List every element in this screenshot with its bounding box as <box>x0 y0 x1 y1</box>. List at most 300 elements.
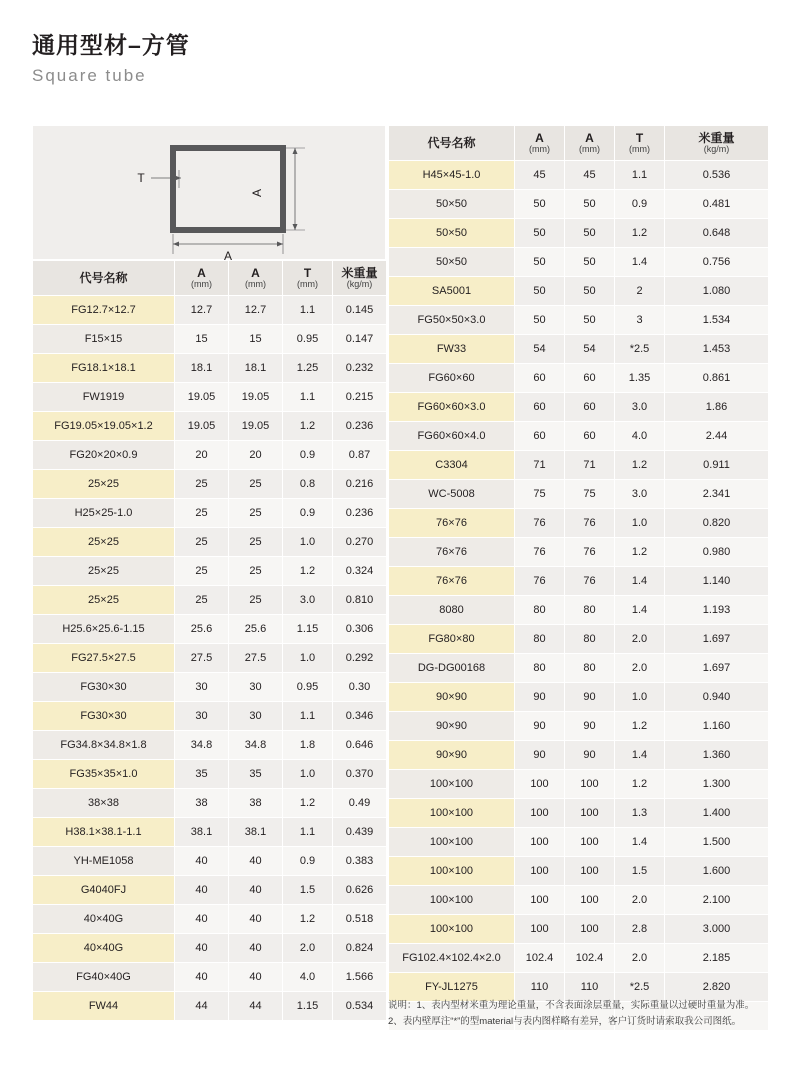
cell-thickness: 0.9 <box>283 847 333 876</box>
cell-name: 40×40G <box>33 934 175 963</box>
cell-a1: 19.05 <box>175 412 229 441</box>
right-table-section <box>388 125 768 1031</box>
cell-a2: 25 <box>229 499 283 528</box>
cell-weight: 3.000 <box>665 915 769 944</box>
cell-thickness: 2 <box>615 277 665 306</box>
page-title-block <box>32 32 190 86</box>
col-header-a2 <box>565 126 615 161</box>
cell-name: FG20×20×0.9 <box>33 441 175 470</box>
cell-thickness: 1.2 <box>283 412 333 441</box>
cell-a2: 80 <box>565 654 615 683</box>
table-row <box>389 248 769 277</box>
cell-name: FG102.4×102.4×2.0 <box>389 944 515 973</box>
cell-a2: 19.05 <box>229 383 283 412</box>
cell-a1: 75 <box>515 480 565 509</box>
cell-name: FW44 <box>33 992 175 1021</box>
table-row <box>389 364 769 393</box>
page-subtitle: Square tube <box>32 65 147 85</box>
diagram-label-a-side: A <box>250 188 264 198</box>
cell-thickness: 1.4 <box>615 596 665 625</box>
table-row <box>389 741 769 770</box>
table-row <box>33 673 387 702</box>
cell-name: FG80×80 <box>389 625 515 654</box>
cell-a1: 50 <box>515 219 565 248</box>
cell-thickness: 2.0 <box>615 886 665 915</box>
cell-weight: 2.100 <box>665 886 769 915</box>
cell-weight: 0.481 <box>665 190 769 219</box>
cell-weight: 0.820 <box>665 509 769 538</box>
table-row <box>389 219 769 248</box>
cell-weight: 0.49 <box>333 789 387 818</box>
cell-name: 25×25 <box>33 470 175 499</box>
col-header-a2-unit: (mm) <box>579 143 600 154</box>
cell-thickness: 2.0 <box>615 654 665 683</box>
cell-a1: 19.05 <box>175 383 229 412</box>
cell-a2: 102.4 <box>565 944 615 973</box>
col-header-t-unit: (mm) <box>297 278 318 289</box>
cell-weight: 0.534 <box>333 992 387 1021</box>
table-row <box>389 422 769 451</box>
cell-name: SA5001 <box>389 277 515 306</box>
col-header-a1-label: A <box>535 130 544 145</box>
cell-a2: 40 <box>229 963 283 992</box>
cell-thickness: 1.2 <box>615 451 665 480</box>
cell-a1: 12.7 <box>175 296 229 325</box>
table-row <box>389 886 769 915</box>
cell-name: 100×100 <box>389 857 515 886</box>
cell-name: FG19.05×19.05×1.2 <box>33 412 175 441</box>
table-row <box>33 470 387 499</box>
cell-weight: 0.232 <box>333 354 387 383</box>
cell-weight: 1.534 <box>665 306 769 335</box>
cell-thickness: 1.2 <box>615 712 665 741</box>
cell-name: FG60×60×3.0 <box>389 393 515 422</box>
cell-name: 76×76 <box>389 509 515 538</box>
cell-a1: 60 <box>515 364 565 393</box>
cell-thickness: 1.4 <box>615 741 665 770</box>
cell-weight: 0.824 <box>333 934 387 963</box>
col-header-weight-unit: (kg/m) <box>346 278 373 289</box>
cell-a2: 25 <box>229 557 283 586</box>
cell-a2: 12.7 <box>229 296 283 325</box>
cell-a1: 100 <box>515 915 565 944</box>
cell-weight: 0.324 <box>333 557 387 586</box>
cell-a2: 25 <box>229 528 283 557</box>
cell-name: H25×25-1.0 <box>33 499 175 528</box>
cell-weight: 0.30 <box>333 673 387 702</box>
col-header-a1-unit: (mm) <box>191 278 212 289</box>
cell-a1: 100 <box>515 770 565 799</box>
cell-thickness: 1.0 <box>615 683 665 712</box>
table-row <box>33 702 387 731</box>
cell-weight: 2.820 <box>665 973 769 1002</box>
cell-name: 50×50 <box>389 219 515 248</box>
cell-a1: 80 <box>515 596 565 625</box>
col-header-name: 代号名称 <box>389 126 515 161</box>
cell-name: 76×76 <box>389 567 515 596</box>
table-row <box>389 480 769 509</box>
cell-weight: 0.536 <box>665 161 769 190</box>
cell-a1: 40 <box>175 847 229 876</box>
cell-a1: 50 <box>515 248 565 277</box>
table-row <box>33 760 387 789</box>
cell-a1: 38 <box>175 789 229 818</box>
cell-a2: 40 <box>229 847 283 876</box>
table-row <box>33 789 387 818</box>
cell-weight: 1.566 <box>333 963 387 992</box>
cell-name: FG30×30 <box>33 702 175 731</box>
cell-a2: 25.6 <box>229 615 283 644</box>
table-row <box>33 876 387 905</box>
cell-a1: 60 <box>515 422 565 451</box>
cell-thickness: 1.3 <box>615 799 665 828</box>
table-row <box>33 528 387 557</box>
cell-weight: 0.306 <box>333 615 387 644</box>
cell-a1: 25 <box>175 470 229 499</box>
cell-weight: 1.697 <box>665 625 769 654</box>
cell-thickness: 1.2 <box>615 538 665 567</box>
cell-a2: 20 <box>229 441 283 470</box>
cell-thickness: 2.0 <box>283 934 333 963</box>
cell-a1: 44 <box>175 992 229 1021</box>
cell-a1: 40 <box>175 934 229 963</box>
cell-a1: 25.6 <box>175 615 229 644</box>
cell-a1: 80 <box>515 654 565 683</box>
cell-name: FW33 <box>389 335 515 364</box>
cell-weight: 0.756 <box>665 248 769 277</box>
cell-a2: 50 <box>565 219 615 248</box>
cell-name: FY-JL1275 <box>389 973 515 1002</box>
cell-a1: 40 <box>175 905 229 934</box>
cell-name: 90×90 <box>389 712 515 741</box>
cell-name: H25.6×25.6-1.15 <box>33 615 175 644</box>
col-header-t-label: T <box>635 130 644 145</box>
cell-a2: 90 <box>565 712 615 741</box>
cell-a2: 100 <box>565 915 615 944</box>
cell-thickness: 3.0 <box>615 480 665 509</box>
cell-thickness: 1.35 <box>615 364 665 393</box>
cell-name: C3304 <box>389 451 515 480</box>
cell-thickness: 1.4 <box>615 567 665 596</box>
table-row <box>33 441 387 470</box>
cell-name: 50×50 <box>389 190 515 219</box>
table-row <box>389 625 769 654</box>
cell-a1: 40 <box>175 876 229 905</box>
cell-a1: 50 <box>515 306 565 335</box>
table-row <box>389 393 769 422</box>
cell-thickness: 4.0 <box>615 422 665 451</box>
cell-a1: 27.5 <box>175 644 229 673</box>
cell-weight: 2.185 <box>665 944 769 973</box>
col-header-name: 代号名称 <box>33 261 175 296</box>
table-row <box>33 354 387 383</box>
cell-thickness: 1.0 <box>283 528 333 557</box>
cell-name: 90×90 <box>389 683 515 712</box>
col-header-a2-label: A <box>251 265 260 280</box>
table-row <box>389 277 769 306</box>
cell-a1: 100 <box>515 799 565 828</box>
cell-a1: 20 <box>175 441 229 470</box>
cell-a2: 38 <box>229 789 283 818</box>
cell-name: 25×25 <box>33 586 175 615</box>
cell-a1: 110 <box>515 973 565 1002</box>
cell-weight: 1.360 <box>665 741 769 770</box>
cell-a2: 50 <box>565 306 615 335</box>
col-header-a2 <box>229 261 283 296</box>
cell-a2: 76 <box>565 509 615 538</box>
cell-weight: 1.193 <box>665 596 769 625</box>
cell-thickness: 1.2 <box>615 219 665 248</box>
cell-a2: 60 <box>565 364 615 393</box>
cell-a1: 80 <box>515 625 565 654</box>
cell-weight: 0.518 <box>333 905 387 934</box>
cell-name: 25×25 <box>33 528 175 557</box>
cell-thickness: 1.2 <box>283 557 333 586</box>
cell-thickness: 1.4 <box>615 828 665 857</box>
cell-a2: 80 <box>565 596 615 625</box>
table-row <box>389 770 769 799</box>
right-spec-table <box>388 125 769 1031</box>
cell-a2: 60 <box>565 393 615 422</box>
cell-thickness: 1.1 <box>283 296 333 325</box>
cell-thickness: 1.2 <box>615 770 665 799</box>
table-row <box>389 509 769 538</box>
right-table-body <box>389 126 769 1031</box>
cell-thickness: 1.5 <box>615 857 665 886</box>
cell-name: 100×100 <box>389 915 515 944</box>
cell-thickness: 1.15 <box>283 992 333 1021</box>
cell-name: 8080 <box>389 596 515 625</box>
col-header-t <box>283 261 333 296</box>
cell-weight: 0.87 <box>333 441 387 470</box>
cell-a1: 35 <box>175 760 229 789</box>
cell-weight: 1.500 <box>665 828 769 857</box>
cell-a1: 40 <box>175 963 229 992</box>
col-header-a2-label: A <box>585 130 594 145</box>
table-header-row <box>389 126 769 161</box>
table-row <box>33 325 387 354</box>
cell-weight: 0.346 <box>333 702 387 731</box>
cell-thickness: *2.5 <box>615 335 665 364</box>
cell-weight: 0.626 <box>333 876 387 905</box>
cell-thickness: 1.2 <box>283 905 333 934</box>
col-header-weight <box>333 261 387 296</box>
cell-weight: 1.140 <box>665 567 769 596</box>
cell-thickness: 0.9 <box>283 499 333 528</box>
cell-name: 100×100 <box>389 770 515 799</box>
cell-thickness: 1.1 <box>615 161 665 190</box>
note-line-2: 2、表内壁厚注“*”的型material与表内图样略有差异，客户订货时请索取我公司图纸。 <box>388 1015 742 1027</box>
cell-weight: 0.648 <box>665 219 769 248</box>
table-row <box>389 944 769 973</box>
table-row <box>33 644 387 673</box>
cell-a1: 71 <box>515 451 565 480</box>
col-header-t <box>615 126 665 161</box>
cell-a2: 50 <box>565 277 615 306</box>
cell-a2: 38.1 <box>229 818 283 847</box>
cell-weight: 0.216 <box>333 470 387 499</box>
cell-name: 50×50 <box>389 248 515 277</box>
cell-a1: 50 <box>515 277 565 306</box>
cell-thickness: *2.5 <box>615 973 665 1002</box>
table-row <box>33 992 387 1021</box>
cell-name: G4040FJ <box>33 876 175 905</box>
col-header-a1-label: A <box>197 265 206 280</box>
cell-a2: 27.5 <box>229 644 283 673</box>
cell-a2: 45 <box>565 161 615 190</box>
cell-name: 100×100 <box>389 886 515 915</box>
cell-weight: 1.600 <box>665 857 769 886</box>
cell-name: 40×40G <box>33 905 175 934</box>
cell-weight: 0.147 <box>333 325 387 354</box>
cell-a2: 18.1 <box>229 354 283 383</box>
table-row <box>33 615 387 644</box>
cell-thickness: 4.0 <box>283 963 333 992</box>
cell-a1: 60 <box>515 393 565 422</box>
cell-name: WC-5008 <box>389 480 515 509</box>
cell-weight: 2.44 <box>665 422 769 451</box>
table-row <box>389 828 769 857</box>
cell-weight: 0.215 <box>333 383 387 412</box>
cell-name: YH-ME1058 <box>33 847 175 876</box>
cell-a2: 76 <box>565 538 615 567</box>
cell-a2: 110 <box>565 973 615 1002</box>
left-table-body <box>33 261 387 1021</box>
cell-weight: 1.697 <box>665 654 769 683</box>
table-row <box>389 683 769 712</box>
cell-name: H45×45-1.0 <box>389 161 515 190</box>
cell-a1: 25 <box>175 557 229 586</box>
cell-weight: 0.370 <box>333 760 387 789</box>
cell-name: FG12.7×12.7 <box>33 296 175 325</box>
cell-a2: 100 <box>565 857 615 886</box>
cell-a1: 45 <box>515 161 565 190</box>
cell-thickness: 2.0 <box>615 944 665 973</box>
cell-a2: 50 <box>565 248 615 277</box>
cell-thickness: 0.8 <box>283 470 333 499</box>
cell-weight: 1.86 <box>665 393 769 422</box>
cell-thickness: 0.9 <box>615 190 665 219</box>
note-line-1: 说明：1、表内型材米重为理论重量，不含表面涂层重量，实际重量以过硬时重量为准。 <box>388 1000 755 1011</box>
table-row <box>389 451 769 480</box>
table-row <box>33 499 387 528</box>
cell-weight: 0.940 <box>665 683 769 712</box>
table-row <box>389 567 769 596</box>
cell-name: FW1919 <box>33 383 175 412</box>
cell-a1: 100 <box>515 886 565 915</box>
cell-name: FG50×50×3.0 <box>389 306 515 335</box>
cell-a1: 15 <box>175 325 229 354</box>
cell-a2: 25 <box>229 586 283 615</box>
cell-a2: 40 <box>229 876 283 905</box>
cell-thickness: 1.0 <box>615 509 665 538</box>
col-header-weight-label: 米重量 <box>341 265 378 280</box>
table-row <box>33 934 387 963</box>
table-row <box>389 654 769 683</box>
table-row <box>33 818 387 847</box>
cell-a2: 15 <box>229 325 283 354</box>
cell-thickness: 2.0 <box>615 625 665 654</box>
cell-a2: 19.05 <box>229 412 283 441</box>
cell-a1: 54 <box>515 335 565 364</box>
col-header-weight-label: 米重量 <box>698 130 735 145</box>
table-row <box>389 335 769 364</box>
cell-a1: 90 <box>515 683 565 712</box>
cell-thickness: 1.5 <box>283 876 333 905</box>
cell-a1: 34.8 <box>175 731 229 760</box>
cell-a2: 100 <box>565 886 615 915</box>
cell-thickness: 0.95 <box>283 673 333 702</box>
left-table-section <box>32 125 386 1021</box>
table-row <box>389 712 769 741</box>
cell-name: 100×100 <box>389 799 515 828</box>
col-header-t-label: T <box>303 265 312 280</box>
cell-a1: 25 <box>175 499 229 528</box>
cell-name: FG27.5×27.5 <box>33 644 175 673</box>
cell-a2: 40 <box>229 905 283 934</box>
cell-thickness: 2.8 <box>615 915 665 944</box>
cell-a2: 100 <box>565 799 615 828</box>
cell-weight: 0.236 <box>333 499 387 528</box>
cell-name: FG30×30 <box>33 673 175 702</box>
table-row <box>33 296 387 325</box>
cell-a1: 30 <box>175 673 229 702</box>
cell-name: 100×100 <box>389 828 515 857</box>
cell-thickness: 1.1 <box>283 383 333 412</box>
cell-a2: 35 <box>229 760 283 789</box>
cell-a1: 38.1 <box>175 818 229 847</box>
cell-thickness: 0.95 <box>283 325 333 354</box>
col-header-a2-unit: (mm) <box>245 278 266 289</box>
cell-weight: 1.300 <box>665 770 769 799</box>
cell-weight: 1.400 <box>665 799 769 828</box>
table-row <box>389 915 769 944</box>
cell-thickness: 1.1 <box>283 702 333 731</box>
col-header-a1-unit: (mm) <box>529 143 550 154</box>
cell-weight: 0.236 <box>333 412 387 441</box>
cell-a2: 90 <box>565 683 615 712</box>
table-row <box>33 847 387 876</box>
cell-thickness: 1.1 <box>283 818 333 847</box>
cell-weight: 1.080 <box>665 277 769 306</box>
table-header-row <box>33 261 387 296</box>
cell-name: FG60×60×4.0 <box>389 422 515 451</box>
cell-a2: 100 <box>565 828 615 857</box>
col-header-a1 <box>515 126 565 161</box>
cell-a2: 34.8 <box>229 731 283 760</box>
cell-a2: 76 <box>565 567 615 596</box>
table-row <box>33 731 387 760</box>
cell-a1: 18.1 <box>175 354 229 383</box>
cell-weight: 0.911 <box>665 451 769 480</box>
cell-a1: 76 <box>515 509 565 538</box>
cell-name: FG60×60 <box>389 364 515 393</box>
cell-a1: 90 <box>515 712 565 741</box>
square-tube-diagram-svg <box>33 126 387 261</box>
col-header-t-unit: (mm) <box>629 143 650 154</box>
cell-a1: 100 <box>515 857 565 886</box>
left-spec-table <box>32 260 387 1021</box>
cell-a1: 50 <box>515 190 565 219</box>
cell-thickness: 1.4 <box>615 248 665 277</box>
cell-name: 38×38 <box>33 789 175 818</box>
cell-a2: 25 <box>229 470 283 499</box>
cell-weight: 0.145 <box>333 296 387 325</box>
cell-thickness: 1.15 <box>283 615 333 644</box>
cell-weight: 0.861 <box>665 364 769 393</box>
cell-a2: 60 <box>565 422 615 451</box>
cell-a2: 50 <box>565 190 615 219</box>
